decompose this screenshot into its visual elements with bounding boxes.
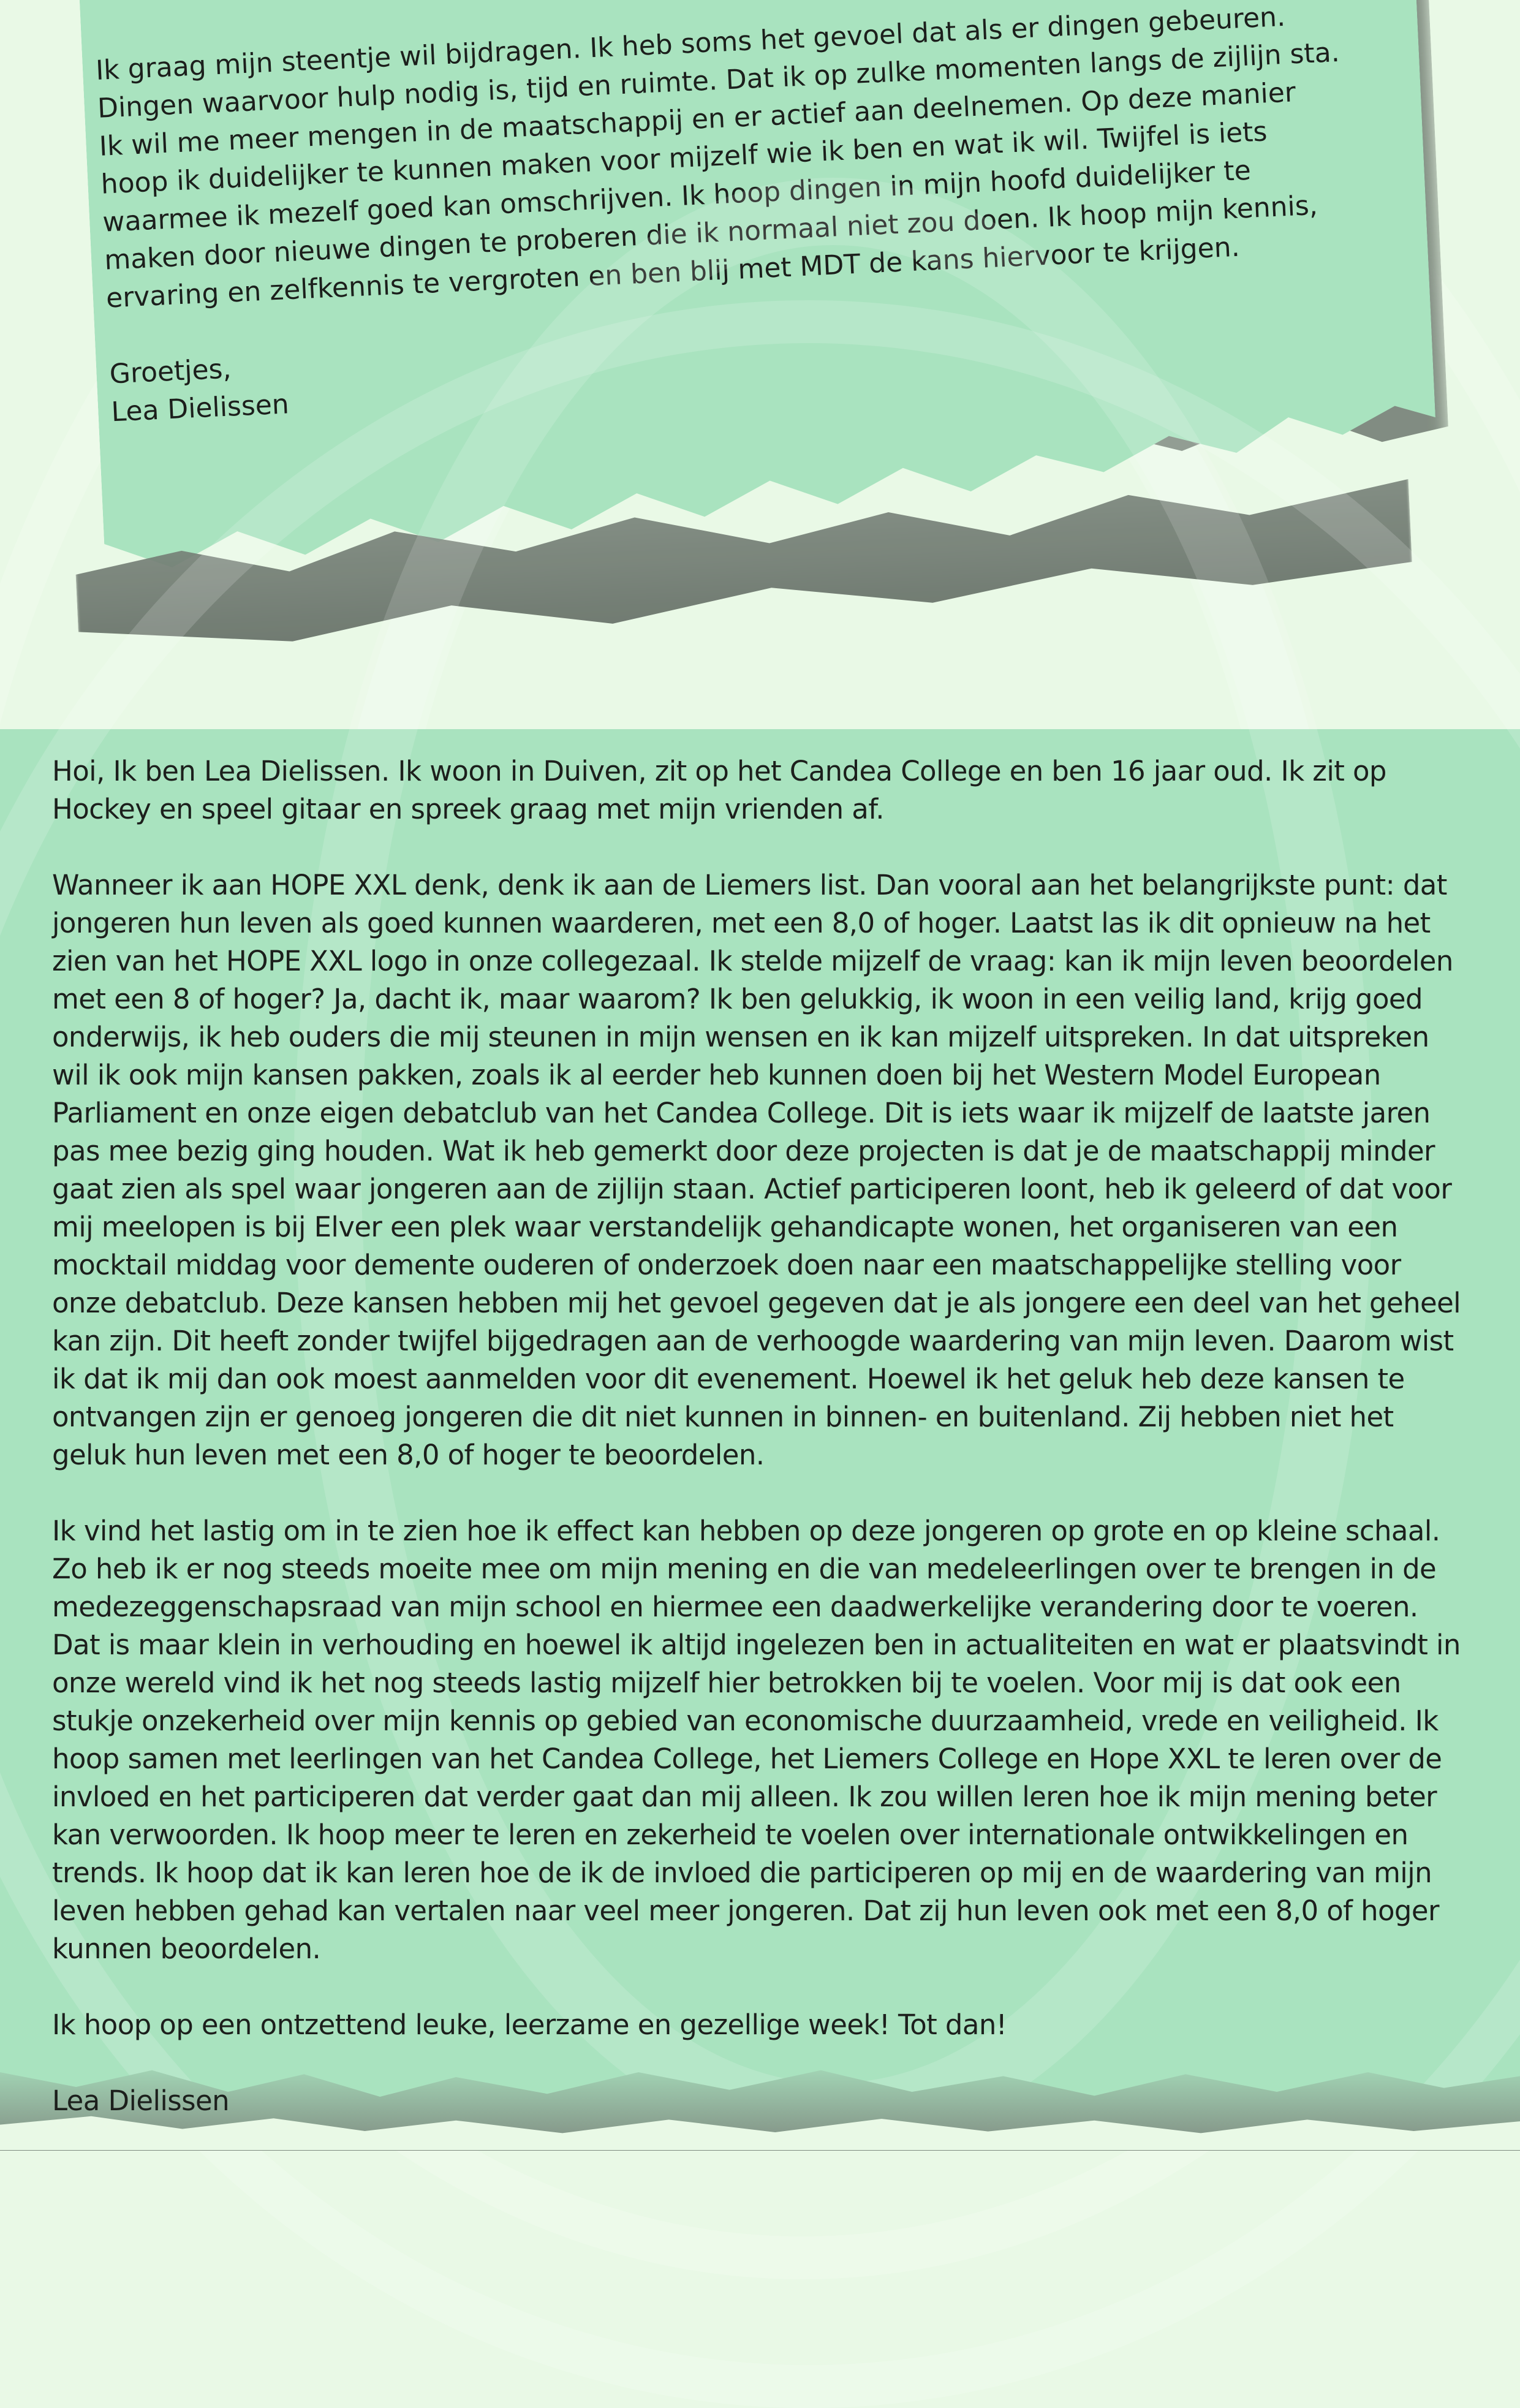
letter-paragraph-closing: Ik hoop op een ontzettend leuke, leerzame en gezellige week! Tot dan! bbox=[52, 2009, 1007, 2041]
letter-signature: Lea Dielissen bbox=[52, 2084, 229, 2117]
note-closing: Groetjes, bbox=[108, 353, 232, 390]
letter-paragraph-intro: Hoi, Ik ben Lea Dielissen. Ik woon in Duiven, zit op het Candea College en ben 16 jaar oud. Ik zit op Hockey en speel gitaar en spreek graag met mijn vrienden af. bbox=[52, 755, 1386, 825]
note-text bbox=[95, 0, 1355, 431]
letter-paragraph-learning: Ik vind het lastig om in te zien hoe ik effect kan hebben op deze jongeren op grote en op kleine schaal. Zo heb ik er nog steeds moeite mee om mijn mening en die van medeleerlingen over te brengen in de medezeggenschapsraad van mijn school en hiermee een daadwerkelijke verandering door te voeren. Dat is maar klein in verhouding en hoewel ik altijd ingelezen ben in actualiteiten en wat er plaatsvindt in onze wereld vind ik het nog steeds lastig mijzelf hier betrokken bij te voelen. Voor mij is dat ook een stukje onzekerheid over mijn kennis op gebied van economische duurzaamheid, vrede en veiligheid. Ik hoop samen met leerlingen van het Candea College, het Liemers College en Hope XXL te leren over de invloed en het participeren dat verder gaat dan mij alleen. Ik zou willen leren hoe ik mijn mening beter kan verwoorden. Ik hoop meer te leren en zekerheid te voelen over internationale ontwikkelingen en trends. Ik hoop dat ik kan leren hoe de ik de invloed die participeren op mij en de waardering van mijn leven hebben gehad kan vertalen naar veel meer jongeren. Dat zij hun leven ook met een 8,0 of hoger kunnen beoordelen. bbox=[52, 1515, 1461, 1965]
note-body: Ik graag mijn steentje wil bijdragen. Ik heb soms het gevoel dat als er dingen gebeuren. Dingen waarvoor hulp nodig is, tijd en ruimte. Dat ik op zulke momenten langs de zijlijn sta. Ik wil me meer mengen in de maatschappij en er actief aan deelnemen. Op deze manier hoop ik duidelijker te kunnen maken voor mijzelf wie ik ben en wat ik wil. Twijfel is iets waarmee ik mezelf goed kan omschrijven. Ik hoop dingen in mijn hoofd duidelijker te maken door nieuwe dingen te proberen die ik normaal niet zou doen. Ik hoop mijn kennis, ervaring en zelfkennis te vergroten en ben blij met MDT de kans hiervoor te krijgen. bbox=[95, 1, 1340, 314]
letter-text bbox=[52, 752, 1473, 2158]
note-signature: Lea Dielissen bbox=[110, 388, 290, 428]
letter-paragraph-hope-xxl: Wanneer ik aan HOPE XXL denk, denk ik aan de Liemers list. Dan vooral aan het belangrijkste punt: dat jongeren hun leven als goed kunnen waarderen, met een 8,0 of hoger. Laatst las ik dit opnieuw na het zien van het HOPE XXL logo in onze collegezaal. Ik stelde mijzelf de vraag: kan ik mijn leven beoordelen met een 8 of hoger? Ja, dacht ik, maar waarom? Ik ben gelukkig, ik woon in een veilig land, krijg goed onderwijs, ik heb ouders die mij steunen in mijn wensen en ik kan mijzelf uitspreken. In dat uitspreken wil ik ook mijn kansen pakken, zoals ik al eerder heb kunnen doen bij het Western Model European Parliament en onze eigen debatclub van het Candea College. Dit is iets waar ik mijzelf de laatste jaren pas mee bezig ging houden. Wat ik heb gemerkt door deze projecten is dat je de maatschappij minder gaat zien als spel waar jongeren aan de zijlijn staan. Actief participeren loont, heb ik geleerd of dat voor mij meelopen is bij Elver een plek waar verstandelijk gehandicapte wonen, het organiseren van een mocktail middag voor demente ouderen of onderzoek doen naar een maatschappelijke stelling voor onze debatclub. Deze kansen hebben mij het gevoel gegeven dat je als jongere een deel van het geheel kan zijn. Dit heeft zonder twijfel bijgedragen aan de verhoogde waardering van mijn leven. Daarom wist ik dat ik mij dan ook moest aanmelden voor dit evenement. Hoewel ik het geluk heb deze kansen te ontvangen zijn er genoeg jongeren die dit niet kunnen in binnen- en buitenland. Zij hebben niet het geluk hun leven met een 8,0 of hoger te beoordelen. bbox=[52, 869, 1461, 1471]
